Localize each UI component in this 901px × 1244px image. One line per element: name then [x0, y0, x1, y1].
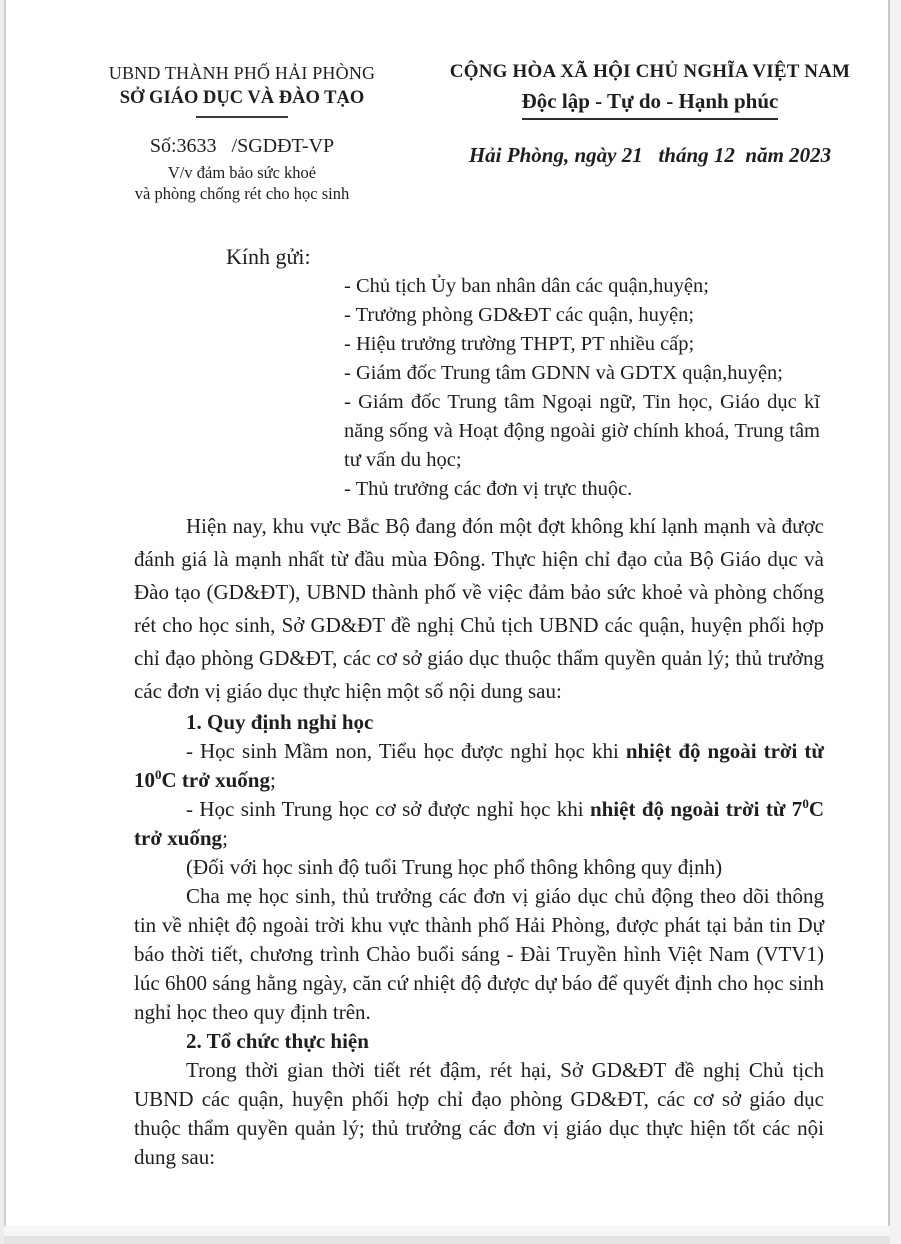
page-bottom-edge: [4, 1226, 890, 1236]
recipient-item: - Trưởng phòng GD&ĐT các quận, huyện;: [344, 304, 695, 326]
issuing-org-block: [96, 62, 388, 205]
recipients-label: Kính gửi:: [226, 244, 311, 269]
document-subject: [96, 162, 388, 205]
motto-underline: [522, 118, 778, 120]
page-right-margin: [890, 0, 901, 1244]
national-title: CỘNG HÒA XÃ HỘI CHỦ NGHĨA VIỆT NAM: [449, 61, 851, 82]
recipient-item: - Hiệu trưởng trường THPT, PT nhiều cấp;: [344, 333, 695, 355]
recipients-list: [344, 272, 820, 504]
intro-paragraph: Hiện nay, khu vực Bắc Bộ đang đón một đợt không khí lạnh mạnh và được đánh giá là mạnh nhất từ đầu mùa Đông. Thực hiện chỉ đạo của Bộ Giáo dục và Đào tạo (GD&ĐT), UBND thành phố về việc đảm bảo sức khoẻ và phòng chống rét cho học sinh, Sở GD&ĐT đề nghị Chủ tịch UBND các quận, huyện phối hợp chỉ đạo phòng GD&ĐT, các cơ sở giáo dục thuộc thẩm quyền quản lý; thủ trưởng các đơn vị giáo dục thực hiện một số nội dung sau:: [134, 514, 824, 703]
recipient-item: - Giám đốc Trung tâm GDNN và GDTX quận,huyện;: [344, 362, 783, 384]
subject-line-1: V/v đảm bảo sức khoẻ: [167, 162, 317, 182]
rule-trung-hoc-co-so: - Học sinh Trung học cơ sở được nghỉ học khi nhiệt độ ngoài trời từ $7^0C$ trở xuống;: [134, 796, 824, 850]
page-left-edge: [0, 0, 6, 1244]
national-header-block: [432, 60, 868, 168]
recipient-item: - Giám đốc Trung tâm Ngoại ngữ, Tin học, Giáo dục kĩ năng sống và Hoạt động ngoài giờ chính khoá, Trung tâm tư vấn du học;: [344, 391, 820, 471]
subject-line-2: và phòng chống rét cho học sinh: [134, 184, 350, 204]
document-number: Số:3633 /SGDĐT-VP: [149, 134, 335, 157]
place-and-date: Hải Phòng, ngày 21 tháng 12 năm 2023: [468, 143, 832, 167]
org-underline: [196, 116, 288, 118]
org-name: SỞ GIÁO DỤC VÀ ĐÀO TẠO: [119, 87, 365, 108]
weather-monitoring-paragraph: Cha mẹ học sinh, thủ trưởng các đơn vị giáo dục chủ động theo dõi thông tin về nhiệt độ ngoài trời khu vực thành phố Hải Phòng, được phát tại bản tin Dự báo thời tiết, chương trình Chào buổi sáng - Đài Truyền hình Việt Nam (VTV1) lúc 6h00 sáng hằng ngày, căn cứ nhiệt độ được dự báo để quyết định cho học sinh nghỉ học theo quy định trên.: [134, 884, 824, 1024]
section-2-heading: 2. Tổ chức thực hiện: [186, 1029, 369, 1053]
rule-mam-non-tieu-hoc: - Học sinh Mầm non, Tiểu học được nghỉ học khi nhiệt độ ngoài trời từ $10^0C$ trở xuống;: [134, 739, 824, 792]
recipient-item: - Chủ tịch Ủy ban nhân dân các quận,huyện;: [344, 275, 709, 297]
recipient-item: - Thủ trưởng các đơn vị trực thuộc.: [344, 478, 633, 500]
section-1-heading: 1. Quy định nghỉ học: [186, 710, 374, 734]
implementation-paragraph: Trong thời gian thời tiết rét đậm, rét hại, Sở GD&ĐT đề nghị Chủ tịch UBND các quận, huyện phối hợp chỉ đạo phòng GD&ĐT, các cơ sở giáo dục thuộc thẩm quyền quản lý; thủ trưởng các đơn vị giáo dục thực hiện tốt các nội dung sau:: [134, 1058, 824, 1169]
note-thpt: (Đối với học sinh độ tuổi Trung học phổ thông không quy định): [186, 855, 723, 879]
document-body: [134, 510, 824, 1172]
national-motto: Độc lập - Tự do - Hạnh phúc: [521, 88, 779, 113]
org-parent-name: UBND THÀNH PHỐ HẢI PHÒNG: [108, 63, 376, 83]
page-right-edge: [888, 0, 890, 1244]
page-bottom-shadow: [4, 1236, 890, 1244]
